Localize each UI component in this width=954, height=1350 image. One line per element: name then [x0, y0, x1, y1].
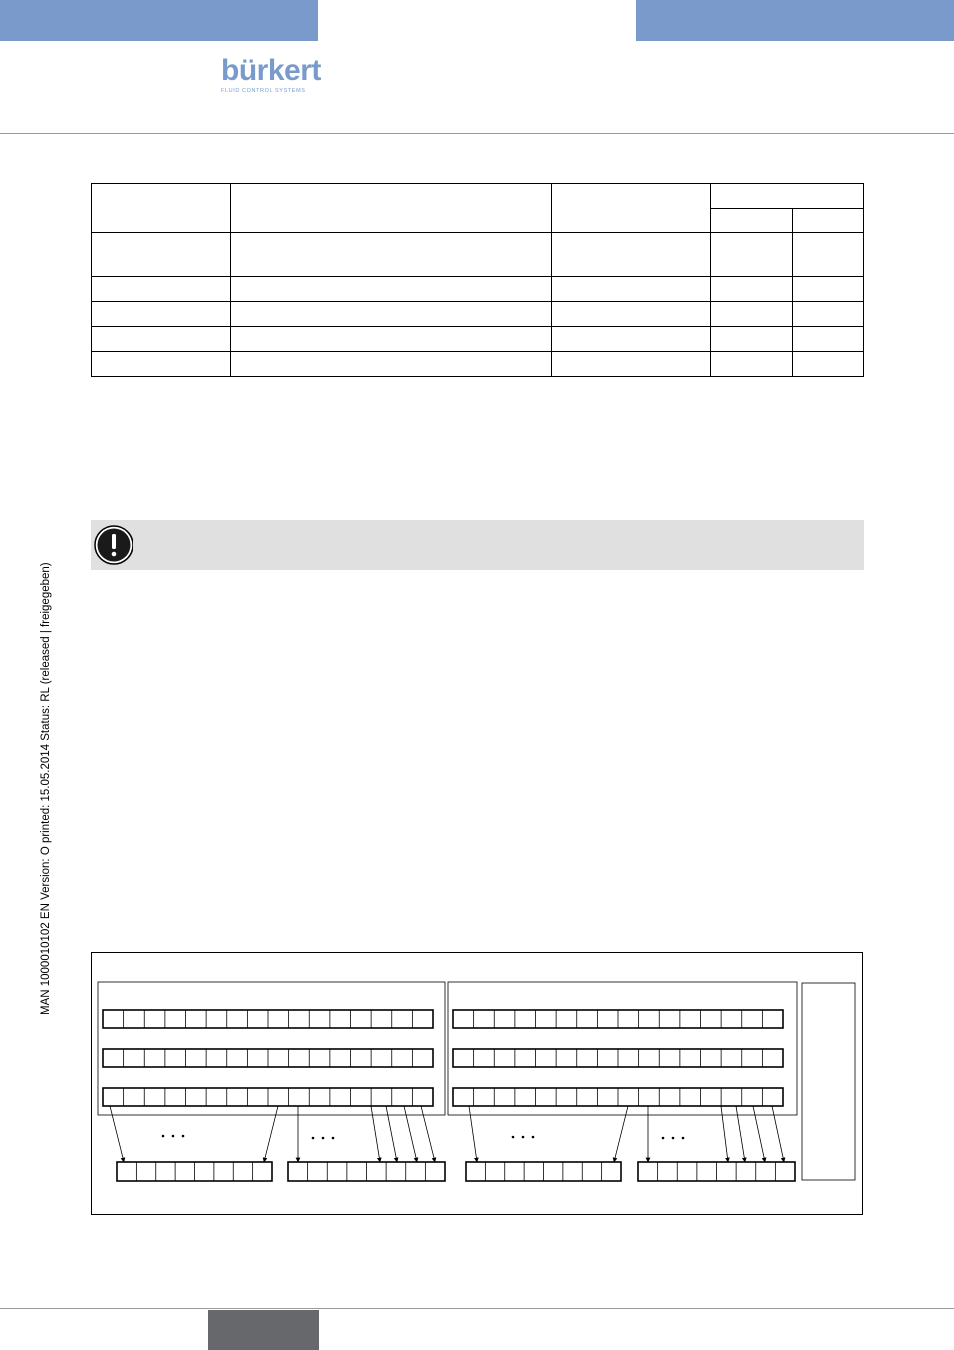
bit-mapping-diagram	[91, 952, 864, 1216]
target-bytes	[117, 1162, 795, 1181]
register-rows	[103, 1010, 783, 1106]
table-row	[92, 233, 864, 277]
ellipsis-dot	[522, 1136, 525, 1139]
document-info-sidebar: MAN 1000010102 EN Version: O printed: 15.05.2014 Status: RL (released | freigegeben)	[40, 562, 52, 1015]
logo-wordmark: bürkert	[221, 54, 321, 87]
side-block	[802, 983, 855, 1180]
header-accent-bar-left	[0, 0, 318, 41]
mapping-arrow	[736, 1106, 745, 1162]
burkert-logo	[221, 56, 321, 96]
mapping-arrow	[371, 1106, 380, 1162]
header-divider	[0, 133, 954, 134]
ellipsis-dot	[172, 1135, 175, 1138]
mapping-arrow	[404, 1106, 417, 1162]
ellipsis-dot	[332, 1137, 335, 1140]
mapping-arrow	[110, 1106, 124, 1162]
diagram-frame	[92, 953, 863, 1215]
table-subheader-cell	[711, 209, 793, 233]
mapping-arrow	[386, 1106, 397, 1162]
mapping-arrow	[421, 1106, 435, 1162]
logo-tagline: FLUID CONTROL SYSTEMS	[221, 88, 306, 94]
mapping-arrow	[469, 1106, 477, 1162]
mapping-arrow	[753, 1106, 765, 1162]
mapping-arrows	[110, 1106, 784, 1162]
table-subheader-cell	[793, 209, 864, 233]
mapping-arrow	[721, 1106, 728, 1162]
ellipsis-dot	[182, 1135, 185, 1138]
table-row	[92, 352, 864, 377]
ellipsis-dot	[312, 1137, 315, 1140]
table-header-cell	[231, 184, 552, 233]
mapping-arrow	[614, 1106, 628, 1162]
table-header-cell	[711, 184, 864, 209]
exclamation-icon	[93, 524, 133, 566]
ellipsis-dot	[662, 1137, 665, 1140]
empty-table	[91, 183, 864, 377]
footer-divider	[0, 1308, 954, 1309]
table-header-cell	[92, 184, 231, 233]
ellipsis-dot	[322, 1137, 325, 1140]
ellipsis-dot	[682, 1137, 685, 1140]
ellipsis-dot	[512, 1136, 515, 1139]
table-row	[92, 327, 864, 352]
mapping-arrow	[264, 1106, 278, 1162]
ellipsis-dot	[532, 1136, 535, 1139]
note-box	[91, 520, 864, 570]
table-row	[92, 277, 864, 302]
ellipsis-dot	[162, 1135, 165, 1138]
header-accent-bar-right	[636, 0, 954, 41]
table-row	[92, 302, 864, 327]
page-number-tab	[208, 1310, 319, 1350]
ellipsis-dot	[672, 1137, 675, 1140]
table-header-cell	[552, 184, 711, 233]
mapping-arrow	[772, 1106, 784, 1162]
ellipsis-marks	[162, 1135, 685, 1140]
